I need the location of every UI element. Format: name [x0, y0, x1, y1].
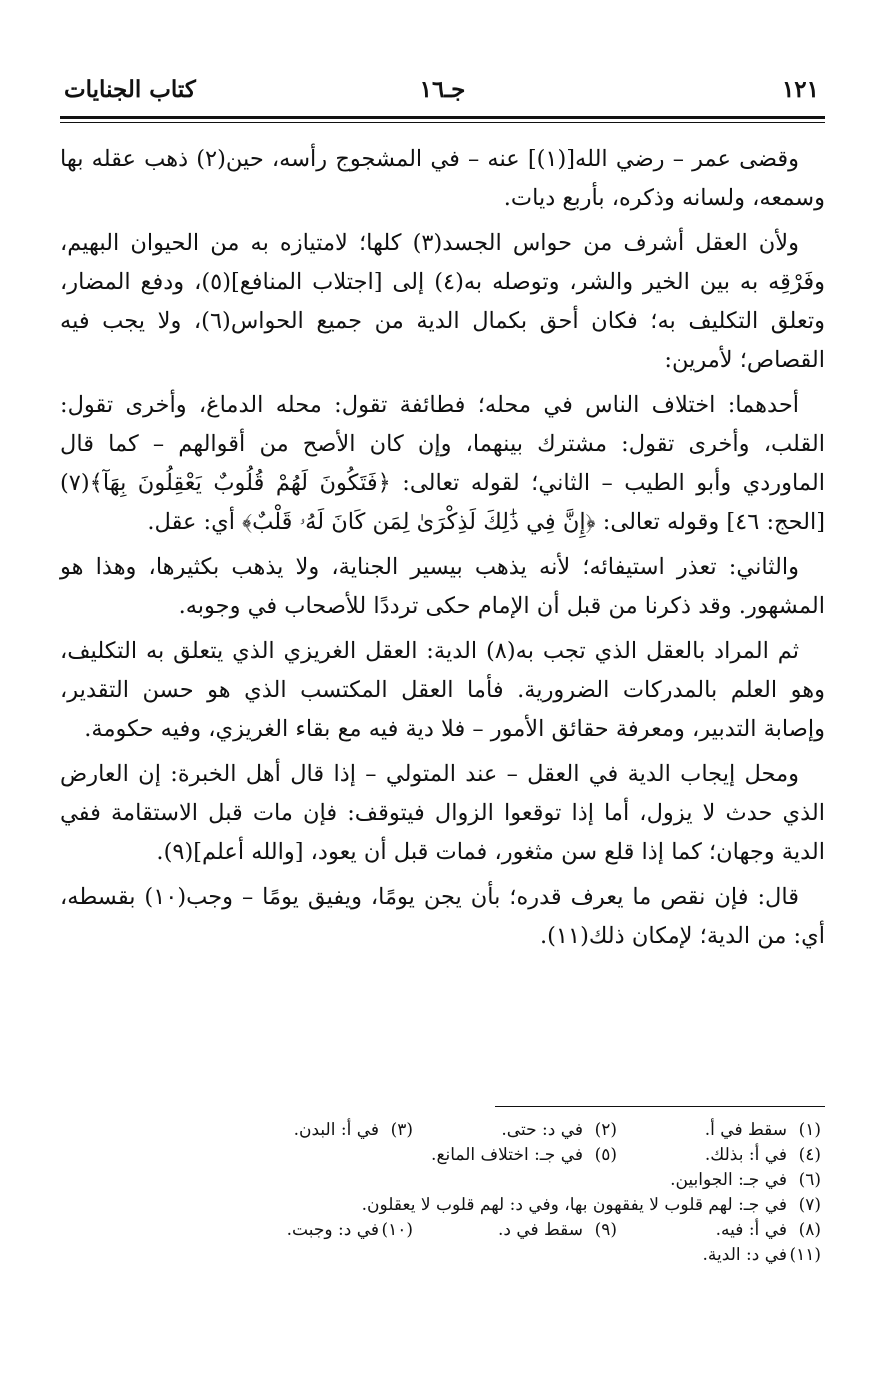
- footnote-row: [60, 1243, 825, 1268]
- book-title: كتاب الجنايات: [64, 76, 196, 103]
- footnote: [213, 1218, 417, 1243]
- footnote-number: (٨): [798, 1220, 821, 1240]
- header-rule-thick: [60, 116, 825, 119]
- footnote: [417, 1218, 621, 1243]
- paragraph: ولأن العقل أشرف من حواس الجسد(٣) كلها؛ لامتيازه به من الحيوان البهيم، وفَرْقِه به بين الخير والشر، وتوصله به(٤) إلى [اجتلاب المنافع](٥)، ودفع المضار، وتعلق التكليف به؛ فكان أحق بكمال الدية من جميع الحواس(٦)، ولا يجب فيه القصاص؛ لأمرين:: [60, 230, 825, 373]
- footnote-number: (١٠): [381, 1220, 413, 1240]
- page-header: [60, 76, 825, 112]
- volume-label: جـ١٦: [419, 76, 466, 103]
- footnote-text: سقط في د.: [497, 1220, 583, 1240]
- footnote: [621, 1143, 825, 1168]
- footnote-text: في أ: بذلك.: [704, 1145, 787, 1165]
- footnote-text: في جـ: اختلاف المانع.: [431, 1145, 583, 1165]
- paragraph: قال: فإن نقص ما يعرف قدره؛ بأن يجن يومًا، ويفيق يومًا – وجب(١٠) بقسطه، أي: من الدية؛ لإمكان ذلك(١١).: [60, 884, 825, 949]
- footnote-text: سقط في أ.: [704, 1120, 787, 1140]
- footnote-divider: [495, 1106, 825, 1107]
- footnote: [703, 1243, 825, 1268]
- book-page: [60, 0, 825, 1375]
- footnote: [621, 1218, 825, 1243]
- footnote-number: (٦): [798, 1170, 821, 1190]
- footnote-number: (٢): [594, 1120, 617, 1140]
- page-number: ١٢١: [781, 76, 819, 103]
- footnote-text: في أ: البدن.: [293, 1120, 379, 1140]
- main-text: [60, 140, 825, 962]
- footnote-text: في د: حتى.: [501, 1120, 583, 1140]
- header-rule-thin: [60, 122, 825, 123]
- footnote-number: (٣): [390, 1120, 413, 1140]
- footnote-text: في د: الدية.: [702, 1245, 787, 1265]
- paragraph: والثاني: تعذر استيفائه؛ لأنه يذهب بيسير الجناية، ولا يذهب بكثيرها، وهذا هو المشهور. وقد ذكرنا من قبل أن الإمام حكى ترددًا للأصحاب في وجوبه.: [60, 554, 825, 619]
- footnote-row: [60, 1193, 825, 1218]
- footnote-row: [60, 1168, 825, 1193]
- footnote: [670, 1168, 825, 1193]
- footnote-text: في جـ: لهم قلوب لا يفقهون بها، وفي د: لهم قلوب لا يعقلون.: [361, 1195, 787, 1215]
- footnote: [362, 1193, 825, 1218]
- paragraph: ومحل إيجاب الدية في العقل – عند المتولي – إذا قال أهل الخبرة: إن العارض الذي حدث لا يزول، أما إذا توقعوا الزوال فيتوقف: فإن مات قبل الاستقامة ففي الدية وجهان؛ كما إذا قلع سن مثغور، فمات قبل أن يعود، [والله أعلم](٩).: [60, 761, 825, 865]
- footnote-number: (١): [798, 1120, 821, 1140]
- footnote-number: (٧): [798, 1195, 821, 1215]
- paragraph: وقضى عمر – رضي الله[(١)] عنه – في المشجوج رأسه، حين(٢) ذهب عقله بها وسمعه، ولسانه وذكره، بأربع ديات.: [60, 146, 825, 211]
- footnote-number: (١١): [789, 1245, 821, 1265]
- footnote-number: (٤): [798, 1145, 821, 1165]
- footnote: [213, 1118, 417, 1143]
- footnote-text: في جـ: الجوابين.: [670, 1170, 787, 1190]
- footnote-text: في د: وجبت.: [286, 1220, 379, 1240]
- footnote-row: [60, 1143, 825, 1168]
- footnote-text: في أ: فيه.: [715, 1220, 787, 1240]
- footnotes: [60, 1118, 825, 1268]
- paragraph: ثم المراد بالعقل الذي تجب به(٨) الدية: العقل الغريزي الذي يتعلق به التكليف، وهو العلم بالمدركات الضرورية. فأما العقل المكتسب الذي هو حسن التقدير، وإصابة التدبير، ومعرفة حقائق الأمور – فلا دية فيه مع بقاء الغريزي، وفيه حكومة.: [60, 638, 825, 742]
- footnote-number: (٥): [594, 1145, 617, 1165]
- footnote: [431, 1143, 621, 1168]
- footnote-number: (٩): [594, 1220, 617, 1240]
- paragraph: أحدهما: اختلاف الناس في محله؛ فطائفة تقول: محله الدماغ، وأخرى تقول: القلب، وأخرى تقول: مشترك بينهما، وإن كان الأصح من أقوالهم – كما قال الماوردي وأبو الطيب – الثاني؛ لقوله تعالى: ﴿فَتَكُونَ لَهُمْ قُلُوبٌ يَعْقِلُونَ بِهَآ﴾(٧) [الحج: ٤٦] وقوله تعالى: ﴿إِنَّ فِي ذَٰلِكَ لَذِكْرَىٰ لِمَن كَانَ لَهُۥ قَلْبٌ﴾ أي: عقل.: [60, 392, 825, 535]
- footnote-row: [60, 1218, 825, 1243]
- footnote: [417, 1118, 621, 1143]
- footnote: [621, 1118, 825, 1143]
- footnote-row: [60, 1118, 825, 1143]
